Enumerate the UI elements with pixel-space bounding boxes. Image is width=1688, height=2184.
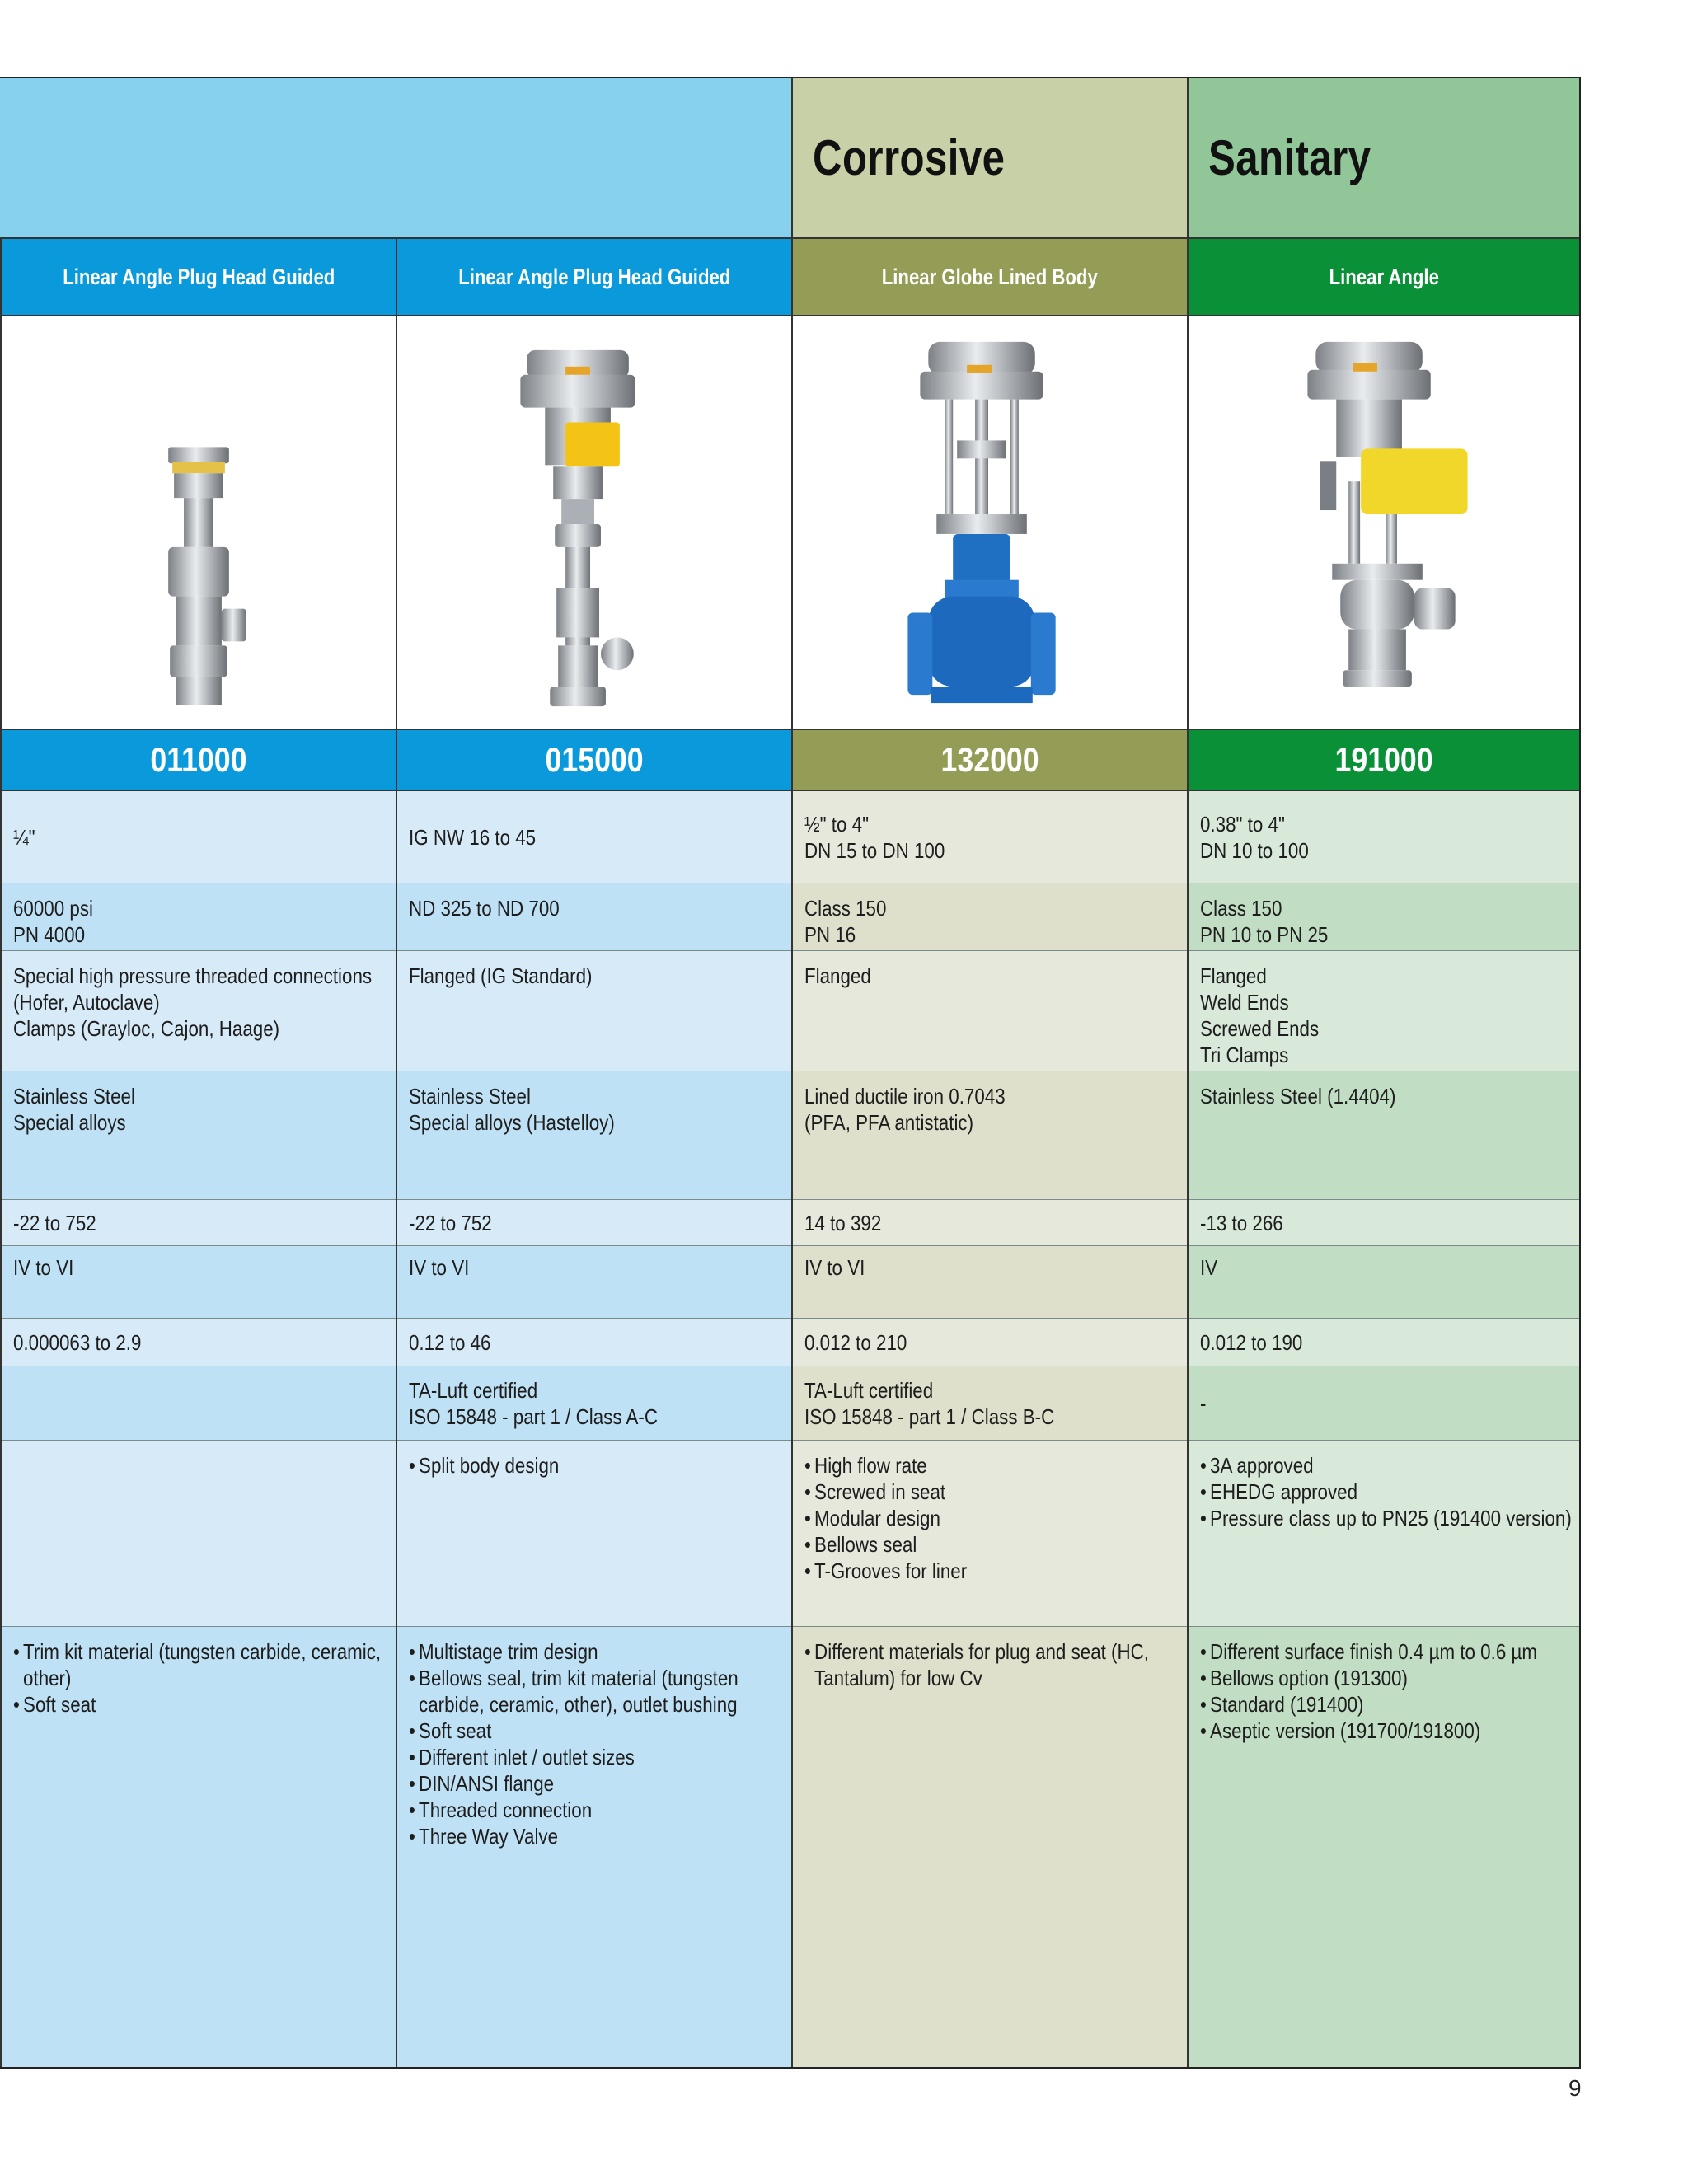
temperature-cell: -22 to 752 — [397, 1200, 791, 1246]
valve-type-header: Linear Angle Plug Head Guided — [397, 237, 791, 316]
cv-cell: 0.012 to 210 — [793, 1319, 1187, 1366]
globe-valve-lined-image — [793, 316, 1187, 729]
feature-item: • Modular design — [804, 1505, 1186, 1531]
option-item: • Different materials for plug and seat (HC, Tantalum) for low Cv — [804, 1638, 1186, 1691]
page-number: 9 — [1568, 2075, 1582, 2101]
cv-cell: 0.12 to 46 — [397, 1319, 791, 1366]
connections-cell: Flanged (IG Standard) — [397, 951, 791, 1071]
temperature-cell: 14 to 392 — [793, 1200, 1187, 1246]
product-column-011000 — [0, 237, 396, 2067]
certification-cell: TA-Luft certified ISO 15848 - part 1 / Class B-C — [793, 1366, 1187, 1441]
option-item: • Standard (191400) — [1200, 1691, 1578, 1718]
feature-item: • T-Grooves for liner — [804, 1558, 1186, 1584]
product-column-132000 — [791, 237, 1187, 2067]
material-cell: Stainless Steel (1.4404) — [1189, 1071, 1579, 1200]
connections-cell: Special high pressure threaded connections (Hofer, Autoclave) Clamps (Grayloc, Cajon, Haage) — [2, 951, 396, 1071]
option-item: • Bellows seal, trim kit material (tungsten carbide, ceramic, other), outlet bushing — [409, 1665, 790, 1718]
cv-cell: 0.012 to 190 — [1189, 1319, 1579, 1366]
feature-item: • Pressure class up to PN25 (191400 version) — [1200, 1505, 1578, 1531]
pressure-cell: ND 325 to ND 700 — [397, 883, 791, 951]
material-cell: Stainless Steel Special alloys (Hastelloy) — [397, 1071, 791, 1200]
option-item: • Trim kit material (tungsten carbide, ceramic, other) — [13, 1638, 395, 1691]
options-cell — [397, 1627, 791, 2068]
option-item: • Different inlet / outlet sizes — [409, 1744, 790, 1770]
feature-item: • 3A approved — [1200, 1452, 1578, 1479]
connections-cell: Flanged — [793, 951, 1187, 1071]
certification-cell: - — [1189, 1366, 1579, 1441]
product-code: 191000 — [1189, 729, 1579, 791]
material-cell: Lined ductile iron 0.7043 (PFA, PFA antistatic) — [793, 1071, 1187, 1200]
leakage-cell: IV to VI — [2, 1246, 396, 1319]
features-cell — [1189, 1441, 1579, 1627]
category-band-corrosive — [791, 78, 1187, 237]
size-cell: ¼" — [2, 791, 396, 883]
sanitary-angle-valve-image — [1189, 316, 1579, 729]
pressure-cell: Class 150 PN 10 to PN 25 — [1189, 883, 1579, 951]
category-title-sanitary: Sanitary — [1208, 130, 1372, 185]
category-band-blank — [0, 78, 791, 237]
option-item: • Soft seat — [13, 1691, 395, 1718]
option-item: • Bellows option (191300) — [1200, 1665, 1578, 1691]
feature-item: • Screwed in seat — [804, 1479, 1186, 1505]
category-band-sanitary — [1187, 78, 1579, 237]
options-cell — [793, 1627, 1187, 2068]
features-cell — [793, 1441, 1187, 1627]
material-cell: Stainless Steel Special alloys — [2, 1071, 396, 1200]
product-code: 011000 — [2, 729, 396, 791]
valve-type-header: Linear Angle — [1189, 237, 1579, 316]
features-cell — [2, 1441, 396, 1627]
product-code: 015000 — [397, 729, 791, 791]
option-item: • Different surface finish 0.4 µm to 0.6 µm — [1200, 1638, 1578, 1665]
connections-cell: Flanged Weld Ends Screwed Ends Tri Clamps — [1189, 951, 1579, 1071]
option-item: • DIN/ANSI flange — [409, 1770, 790, 1797]
comparison-table — [0, 77, 1581, 2069]
cv-cell: 0.000063 to 2.9 — [2, 1319, 396, 1366]
feature-item: • EHEDG approved — [1200, 1479, 1578, 1505]
product-code: 132000 — [793, 729, 1187, 791]
option-item: • Soft seat — [409, 1718, 790, 1744]
certification-cell: TA-Luft certified ISO 15848 - part 1 / Class A-C — [397, 1366, 791, 1441]
features-cell — [397, 1441, 791, 1627]
option-item: • Three Way Valve — [409, 1823, 790, 1849]
feature-item: • Bellows seal — [804, 1531, 1186, 1558]
feature-item: • High flow rate — [804, 1452, 1186, 1479]
valve-type-header: Linear Angle Plug Head Guided — [2, 237, 396, 316]
feature-item: • Split body design — [409, 1452, 790, 1479]
option-item: • Aseptic version (191700/191800) — [1200, 1718, 1578, 1744]
pressure-cell: Class 150 PN 16 — [793, 883, 1187, 951]
leakage-cell: IV — [1189, 1246, 1579, 1319]
category-title-corrosive: Corrosive — [813, 130, 1006, 185]
temperature-cell: -22 to 752 — [2, 1200, 396, 1246]
product-column-191000 — [1187, 237, 1579, 2067]
angle-valve-actuated-image — [397, 316, 791, 729]
size-cell: ½" to 4" DN 15 to DN 100 — [793, 791, 1187, 883]
options-cell — [2, 1627, 396, 2068]
temperature-cell: -13 to 266 — [1189, 1200, 1579, 1246]
option-item: • Multistage trim design — [409, 1638, 790, 1665]
valve-type-header: Linear Globe Lined Body — [793, 237, 1187, 316]
option-item: • Threaded connection — [409, 1797, 790, 1823]
leakage-cell: IV to VI — [793, 1246, 1187, 1319]
pressure-cell: 60000 psi PN 4000 — [2, 883, 396, 951]
options-cell — [1189, 1627, 1579, 2068]
leakage-cell: IV to VI — [397, 1246, 791, 1319]
size-cell: 0.38" to 4" DN 10 to 100 — [1189, 791, 1579, 883]
product-column-015000 — [396, 237, 791, 2067]
size-cell: IG NW 16 to 45 — [397, 791, 791, 883]
certification-cell — [2, 1366, 396, 1441]
angle-valve-small-image — [2, 316, 396, 729]
